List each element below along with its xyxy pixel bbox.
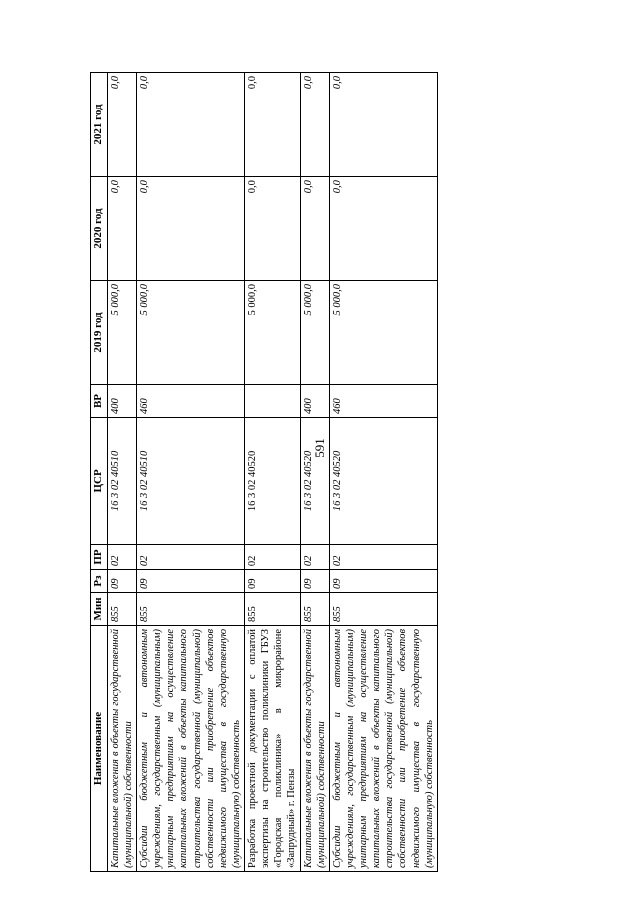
row-2019: 5 000,0 <box>300 281 329 385</box>
table-row <box>137 73 245 872</box>
row-2021: 0,0 <box>245 73 301 177</box>
header-rz: Рз <box>91 570 108 593</box>
page-number: 591 <box>312 438 327 458</box>
row-2020: 0,0 <box>329 177 437 281</box>
header-vr: ВР <box>91 385 108 418</box>
header-2021: 2021 год <box>91 73 108 177</box>
row-name: Капитальные вложения в объекты государственной (муниципальной) собственности <box>107 625 136 871</box>
row-rz: 09 <box>107 570 136 593</box>
header-pr: ПР <box>91 544 108 569</box>
row-pr: 02 <box>329 544 437 569</box>
row-2021: 0,0 <box>137 73 245 177</box>
row-pr: 02 <box>107 544 136 569</box>
row-2020: 0,0 <box>300 177 329 281</box>
row-2019: 5 000,0 <box>329 281 437 385</box>
row-name: Разработка проектной документации с оплатой экспертизы на строительство поликлиники ГБУЗ «Городская поликлиника» в микрорайоне «Запрудный» г. Пензы <box>245 625 301 871</box>
row-csr: 16 3 02 40510 <box>107 418 136 545</box>
row-vr: 400 <box>300 385 329 418</box>
row-vr: 400 <box>107 385 136 418</box>
row-2021: 0,0 <box>107 73 136 177</box>
row-2021: 0,0 <box>300 73 329 177</box>
budget-table <box>90 72 438 872</box>
row-min: 855 <box>245 593 301 626</box>
row-rz: 09 <box>329 570 437 593</box>
header-row <box>91 73 108 872</box>
header-2020: 2020 год <box>91 177 108 281</box>
row-name: Субсидии бюджетным и автономным учреждениям, государственным (муниципальным) унитарным предприятиям на осуществление капитальных вложений в объекты капитального строительства государственной (муниципальной) собственности или приобретение объектов недвижимого имущества в государственную (муниципальную) собственность <box>137 625 245 871</box>
row-vr: 460 <box>137 385 245 418</box>
row-csr: 16 3 02 40510 <box>137 418 245 545</box>
row-2019: 5 000,0 <box>245 281 301 385</box>
header-name: Наименование <box>91 625 108 871</box>
row-2019: 5 000,0 <box>107 281 136 385</box>
rotated-table-area <box>90 72 520 872</box>
row-2020: 0,0 <box>245 177 301 281</box>
row-rz: 09 <box>137 570 245 593</box>
row-rz: 09 <box>300 570 329 593</box>
row-csr: 16 3 02 40520 <box>329 418 437 545</box>
row-csr: 16 3 02 40520 <box>245 418 301 545</box>
row-min: 855 <box>107 593 136 626</box>
row-2020: 0,0 <box>137 177 245 281</box>
table-row <box>329 73 437 872</box>
row-pr: 02 <box>137 544 245 569</box>
row-min: 855 <box>300 593 329 626</box>
row-min: 855 <box>329 593 437 626</box>
row-name: Субсидии бюджетным и автономным учреждениям, государственным (муниципальным) унитарным предприятиям на осуществление капитальных вложений в объекты капитального строительства государственной (муниципальной) собственности или приобретение объектов недвижимого имущества в государственную (муниципальную) собственность <box>329 625 437 871</box>
header-csr: ЦСР <box>91 418 108 545</box>
row-min: 855 <box>137 593 245 626</box>
row-rz: 09 <box>245 570 301 593</box>
rotated-table-inner <box>90 72 520 872</box>
row-name: Капитальные вложения в объекты государственной (муниципальной) собственности <box>300 625 329 871</box>
header-2019: 2019 год <box>91 281 108 385</box>
table-row <box>245 73 301 872</box>
row-2019: 5 000,0 <box>137 281 245 385</box>
row-pr: 02 <box>300 544 329 569</box>
row-csr: 16 3 02 40520 <box>300 418 329 545</box>
row-2020: 0,0 <box>107 177 136 281</box>
row-vr: 460 <box>329 385 437 418</box>
table-row <box>300 73 329 872</box>
row-pr: 02 <box>245 544 301 569</box>
header-min: Мин <box>91 593 108 626</box>
table-row <box>107 73 136 872</box>
row-vr <box>245 385 301 418</box>
row-2021: 0,0 <box>329 73 437 177</box>
